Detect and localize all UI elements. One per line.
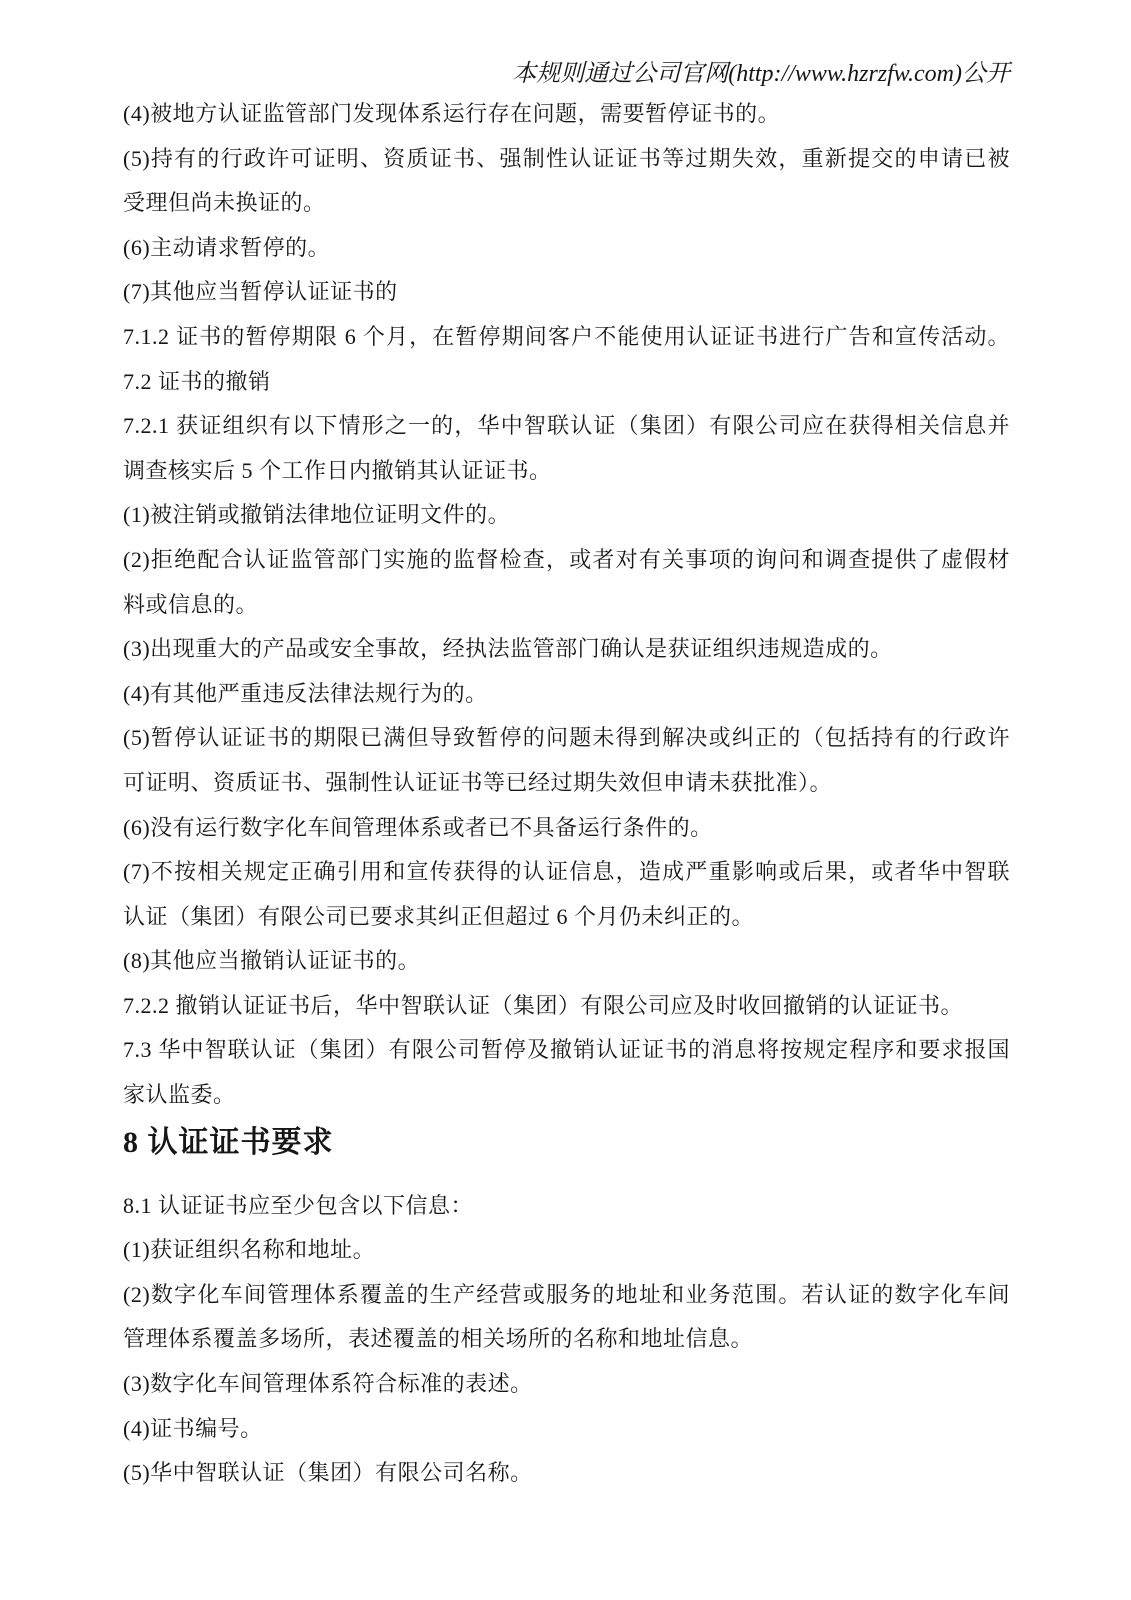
text-line: 调查核实后 5 个工作日内撤销其认证证书。 xyxy=(123,457,552,483)
text-line: (2)数字化车间管理体系覆盖的生产经营或服务的地址和业务范围。若认证的数字化车间 xyxy=(123,1281,1010,1307)
text-line: (4)有其他严重违反法律法规行为的。 xyxy=(123,680,488,706)
text-line: 受理但尚未换证的。 xyxy=(123,190,326,216)
text-line: (6)主动请求暂停的。 xyxy=(123,234,331,260)
text-line: (8)其他应当撤销认证证书的。 xyxy=(123,948,421,974)
page-header-note: 本规则通过公司官网(http://www.hzrzfw.com)公开 xyxy=(512,61,1010,87)
text-line: (3)数字化车间管理体系符合标准的表述。 xyxy=(123,1371,533,1397)
text-line: 家认监委。 xyxy=(123,1082,236,1108)
text-line: 7.3 华中智联认证（集团）有限公司暂停及撤销认证证书的消息将按规定程序和要求报国 xyxy=(123,1037,1010,1063)
text-line: (1)被注销或撤销法律地位证明文件的。 xyxy=(123,502,511,528)
text-line: 7.2.1 获证组织有以下情形之一的，华中智联认证（集团）有限公司应在获得相关信息并 xyxy=(123,413,1010,439)
text-line: (4)被地方认证监管部门发现体系运行存在问题，需要暂停证书的。 xyxy=(123,101,781,126)
text-line: 7.1.2 证书的暂停期限 6 个月，在暂停期间客户不能使用认证证书进行广告和宣传活动。 xyxy=(123,323,1010,349)
text-line: 认证（集团）有限公司已要求其纠正但超过 6 个月仍未纠正的。 xyxy=(123,903,755,929)
text-line: 料或信息的。 xyxy=(123,591,259,617)
text-line: (1)获证组织名称和地址。 xyxy=(123,1237,376,1263)
text-line: 8.1 认证证书应至少包含以下信息： xyxy=(123,1192,474,1218)
text-line: 7.2 证书的撤销 xyxy=(123,368,271,394)
text-line: 可证明、资质证书、强制性认证证书等已经过期失效但申请未获批准）。 xyxy=(123,769,833,795)
text-line: (2)拒绝配合认证监管部门实施的监督检查，或者对有关事项的询问和调查提供了虚假材 xyxy=(123,546,1010,572)
text-line: (5)暂停认证证书的期限已满但导致暂停的问题未得到解决或纠正的（包括持有的行政许 xyxy=(123,725,1010,751)
text-line: (5)持有的行政许可证明、资质证书、强制性认证证书等过期失效，重新提交的申请已被 xyxy=(123,145,1010,171)
text-line: (7)其他应当暂停认证证书的 xyxy=(123,279,398,305)
text-line: 7.2.2 撤销认证证书后，华中智联认证（集团）有限公司应及时收回撤销的认证证书。 xyxy=(123,992,964,1018)
document-body xyxy=(123,92,1010,1496)
text-line: (5)华中智联认证（集团）有限公司名称。 xyxy=(123,1460,533,1486)
text-line: (4)证书编号。 xyxy=(123,1415,263,1441)
section-heading: 8 认证证书要求 xyxy=(123,1125,334,1159)
text-line: (6)没有运行数字化车间管理体系或者已不具备运行条件的。 xyxy=(123,814,713,840)
text-line: 管理体系覆盖多场所，表述覆盖的相关场所的名称和地址信息。 xyxy=(123,1326,754,1352)
text-line: (7)不按相关规定正确引用和宣传获得的认证信息，造成严重影响或后果，或者华中智联 xyxy=(123,859,1010,885)
text-line: (3)出现重大的产品或安全事故，经执法监管部门确认是获证组织违规造成的。 xyxy=(123,636,893,662)
